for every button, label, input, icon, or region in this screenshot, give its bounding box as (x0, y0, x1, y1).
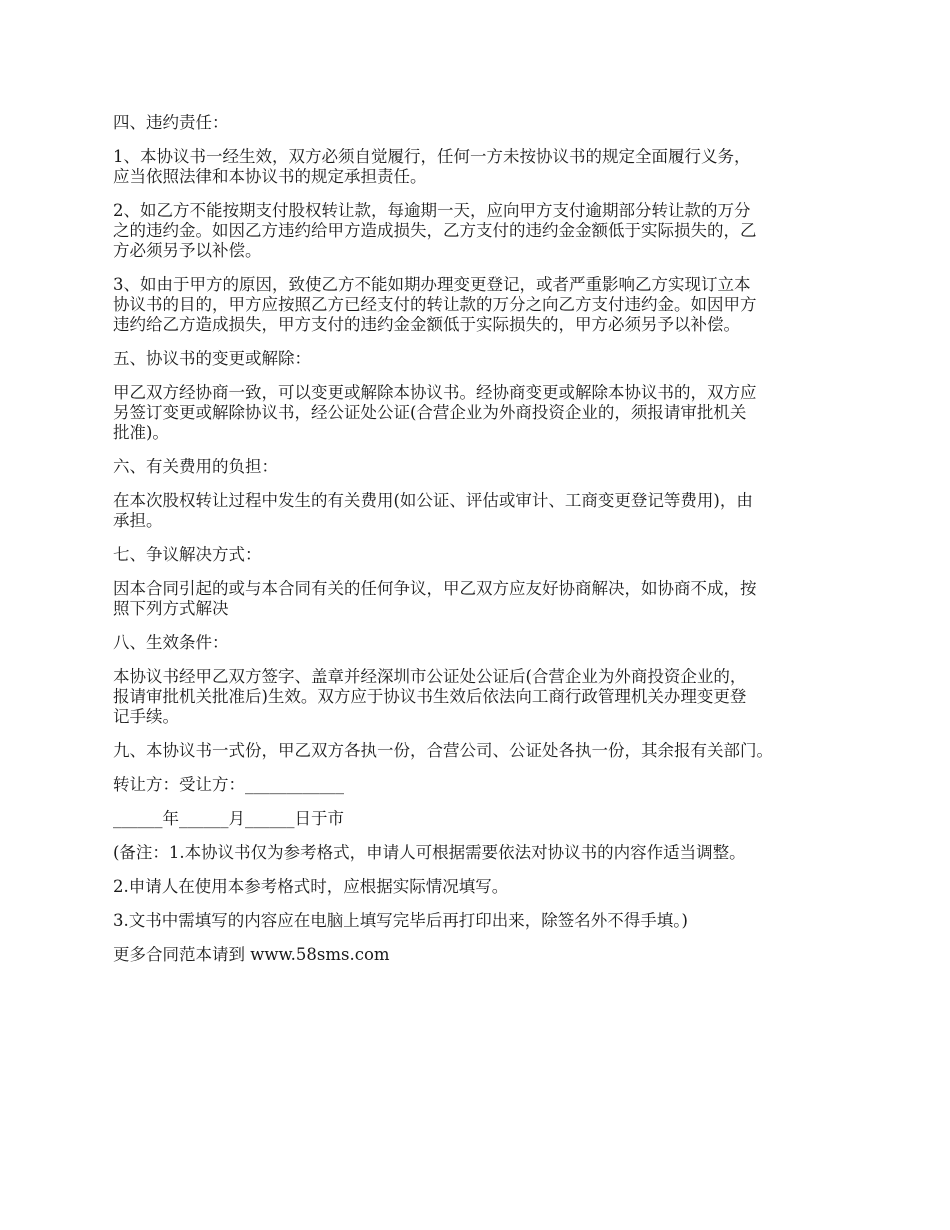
clause-amendment: 甲乙双方经协商一致，可以变更或解除本协议书。经协商变更或解除本协议书的，双方应 另签订变更或解除协议书，经公证处公证(合营企业为外商投资企业的，须报请审批机关 批准)。 (113, 383, 757, 442)
note-1: (备注：1.本协议书仅为参考格式，申请人可根据需要依法对协议书的内容作适当调整。 (113, 843, 746, 862)
note-2: 2.申请人在使用本参考格式时，应根据实际情况填写。 (113, 877, 509, 896)
clause-breach-3: 3、如由于甲方的原因，致使乙方不能如期办理变更登记，或者严重影响乙方实现订立本 协议书的目的，甲方应按照乙方已经支付的转让款的万分之向乙方支付违约金。如因甲方 违约给乙方造成损失，甲方支付的违约金金额低于实际损失的，甲方必须另予以补偿。 (113, 275, 757, 334)
signature-line: 转让方：受让方：____________ (113, 775, 344, 794)
clause-breach-2: 2、如乙方不能按期支付股权转让款，每逾期一天，应向甲方支付逾期部分转让款的万分 之的违约金。如因乙方违约给甲方造成损失，乙方支付的违约金金额低于实际损失的，乙 方必须另予以补偿。 (113, 201, 757, 260)
clause-fees: 在本次股权转让过程中发生的有关费用(如公证、评估或审计、工商变更登记等费用)，由 承担。 (113, 491, 753, 530)
clause-copies: 九、本协议书一式份，甲乙双方各执一份，合营公司、公证处各执一份，其余报有关部门。 (113, 741, 773, 760)
note-3: 3.文书中需填写的内容应在电脑上填写完毕后再打印出来，除签名外不得手填。) (113, 911, 688, 930)
footer-link-text: 更多合同范本请到 www.58sms.com (113, 945, 390, 964)
clause-breach-1: 1、本协议书一经生效，双方必须自觉履行，任何一方未按协议书的规定全面履行义务， 应当依照法律和本协议书的规定承担责任。 (113, 147, 751, 186)
section-heading-amendment: 五、协议书的变更或解除： (113, 349, 311, 368)
date-line: ______年______月______日于市 (113, 809, 344, 828)
clause-dispute: 因本合同引起的或与本合同有关的任何争议，甲乙双方应友好协商解决，如协商不成，按 照下列方式解决 (113, 579, 757, 618)
section-heading-effectiveness: 八、生效条件： (113, 633, 229, 652)
document-body (113, 113, 840, 979)
clause-effectiveness: 本协议书经甲乙双方签字、盖章并经深圳市公证处公证后(合营企业为外商投资企业的， 报请审批机关批准后)生效。双方应于协议书生效后依法向工商行政管理机关办理变更登 记手续。 (113, 667, 747, 726)
section-heading-fees: 六、有关费用的负担： (113, 457, 278, 476)
section-heading-dispute: 七、争议解决方式： (113, 545, 262, 564)
section-heading-breach: 四、违约责任： (113, 113, 229, 132)
